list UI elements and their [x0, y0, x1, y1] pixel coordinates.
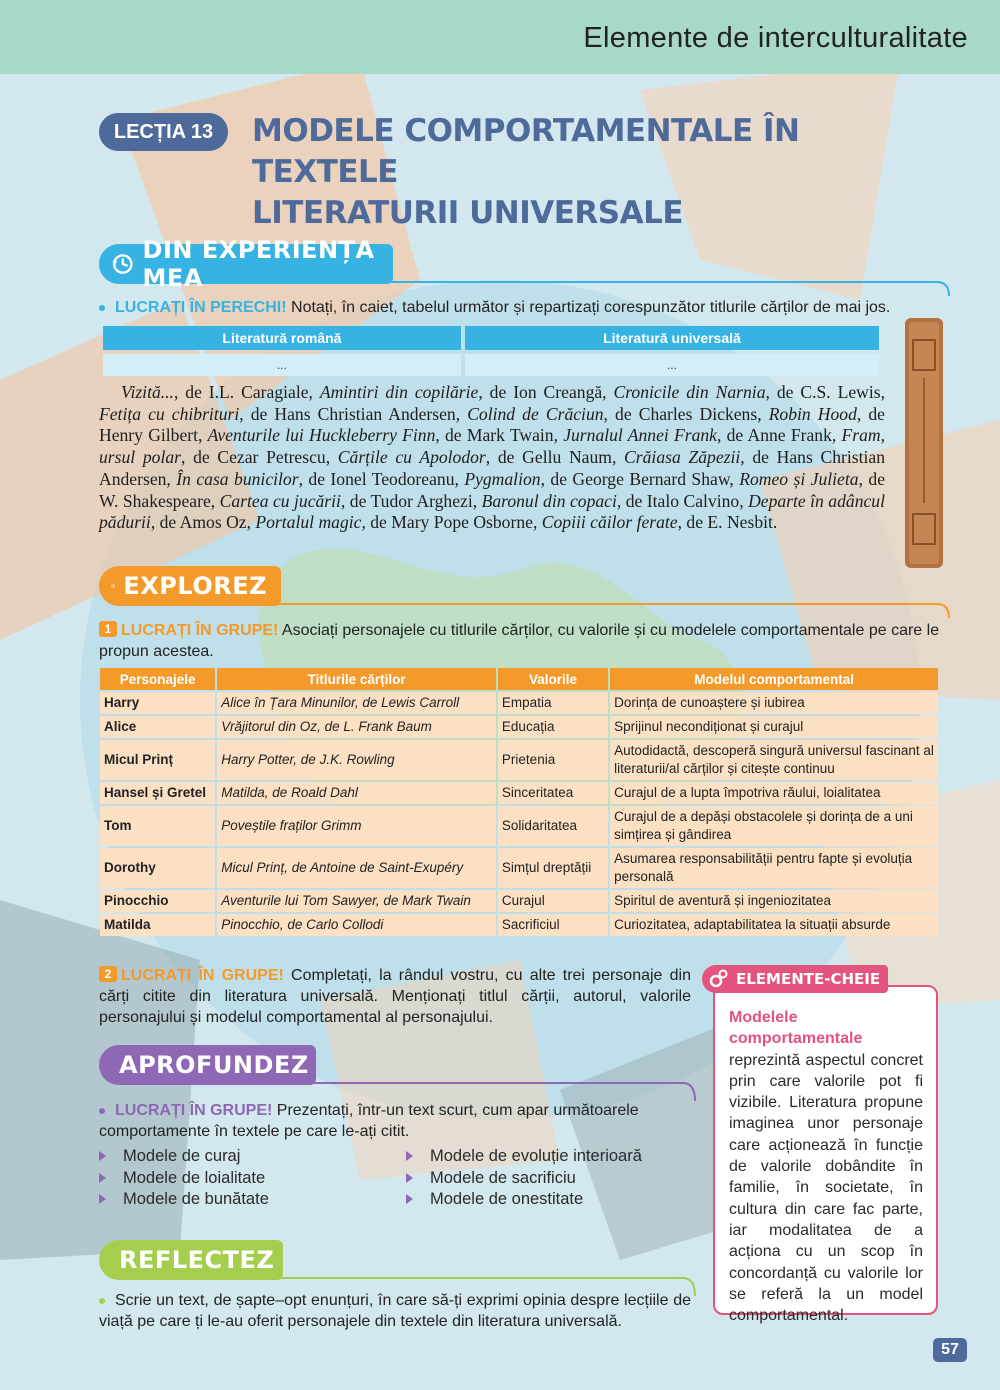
model-cell: Curajul de a lupta împotriva răului, loialitatea — [610, 782, 938, 804]
book-author: , de W. Shakespeare, — [99, 468, 886, 511]
gears-icon — [708, 968, 730, 990]
triangle-bullet-icon — [99, 1173, 106, 1183]
value-cell: Prietenia — [498, 740, 608, 780]
book-title: Fetița cu chibrituri — [99, 403, 240, 424]
instruction-pairs — [99, 297, 949, 318]
book-title: Baronul din copaci — [481, 490, 617, 511]
book-title: Micul Prinț — [221, 860, 285, 875]
book-title: Fram, ursul polar — [99, 425, 885, 468]
lesson-title-line1: MODELE COMPORTAMENTALE ÎN TEXTELE — [252, 113, 800, 190]
table-row — [100, 806, 938, 846]
character-cell: Tom — [100, 806, 215, 846]
lesson-title-line2: LITERATURII UNIVERSALE — [252, 195, 684, 231]
book-author: , de Lewis Carroll — [354, 695, 460, 710]
din-experienta-heading: DIN EXPERIENȚA MEA — [142, 236, 375, 292]
book-author: , de Henry Gilbert, — [99, 403, 885, 446]
task1-number: 1 — [99, 621, 117, 637]
reflectez-heading: REFLECTEZ — [119, 1246, 275, 1274]
list-item-text: Modele de bunătate — [123, 1190, 269, 1208]
book-author: , de Mark Twain — [375, 893, 471, 908]
book-title: Romeo și Julieta — [739, 468, 859, 489]
table-header-titles: Titlurile cărților — [217, 668, 496, 690]
characters-table — [98, 666, 940, 938]
model-cell: Asumarea responsabilității pentru fapte și evoluția personală — [610, 848, 938, 888]
model-cell: Curajul de a depăși obstacolele și dorința de a uni simțirea și gândirea — [610, 806, 938, 846]
triangle-bullet-icon — [406, 1151, 413, 1161]
book-title: Crăiasa Zăpezii — [624, 447, 741, 468]
table-header-romanian: Literatură română — [103, 326, 461, 350]
character-cell: Dorothy — [100, 848, 215, 888]
book-author: , de Cezar Petrescu, — [181, 447, 338, 468]
compass-icon — [111, 571, 115, 601]
list-item — [406, 1189, 696, 1211]
book-spine-image — [903, 318, 945, 568]
book-cell — [217, 740, 496, 780]
book-title: Copiii căilor ferate — [541, 512, 678, 533]
value-cell: Sacrificiul — [498, 914, 608, 936]
value-cell: Solidaritatea — [498, 806, 608, 846]
book-cell — [217, 890, 496, 912]
book-title: Departe în adâncul pădurii — [99, 490, 885, 533]
book-author: , de Italo Calvino, — [616, 490, 749, 511]
task2-instruction — [99, 965, 691, 1028]
book-author: , de Tudor Arghezi, — [340, 490, 482, 511]
table-row — [100, 782, 938, 804]
table-header-characters: Personajele — [100, 668, 215, 690]
explorez-pill — [99, 566, 281, 606]
task1-text: Asociați personajele cu titlurile cărților, cu valorile și cu modelele comportamentale pe care le propun acestea. — [99, 622, 940, 660]
instruction-pairs-text: Notați, în caiet, tabelul următor și repartizați corespunzător titlurile cărților de mai jos. — [286, 299, 891, 316]
table-row — [100, 740, 938, 780]
character-cell: Harry — [100, 692, 215, 714]
model-cell: Spiritul de aventură și ingeniozitatea — [610, 890, 938, 912]
triangle-bullet-icon — [406, 1194, 413, 1204]
character-cell: Matilda — [100, 914, 215, 936]
book-title: Aventurile lui Huckleberry Finn — [207, 425, 436, 446]
list-item-text: Modele de curaj — [123, 1147, 241, 1165]
book-cell — [217, 716, 496, 738]
table-row — [100, 716, 938, 738]
book-cell — [217, 806, 496, 846]
list-item — [99, 1168, 389, 1190]
instruction-pairs-lead: LUCRAȚI ÎN PERECHI! — [115, 299, 287, 316]
book-author: , de Ionel Teodoreanu, — [298, 468, 465, 489]
list-item-text: Modele de loialitate — [123, 1168, 266, 1187]
task1-lead: LUCRAȚI ÎN GRUPE! — [121, 622, 279, 639]
list-item — [99, 1146, 389, 1168]
task2-lead: LUCRAȚI ÎN GRUPE! — [121, 967, 284, 984]
list-item — [406, 1146, 696, 1168]
key-definition: reprezintă aspectul concret prin care valorile pot fi vizibile. Literatura propune imaginea unor personaje care acționează în funcție de valorile dobândite în familie, în societate, în cultura din care fac parte, iar modalitatea de a acționa cu un scop în concordanță cu valorile lor se referă la un model comportamental. — [729, 1051, 923, 1325]
book-author: , de Ion Creangă, — [478, 382, 614, 402]
task2-number: 2 — [99, 966, 117, 982]
book-title: Amintiri din copilărie — [319, 382, 479, 402]
elemente-cheie-heading: ELEMENTE-CHEIE — [736, 970, 881, 988]
book-title: Vizită... — [121, 382, 174, 402]
model-cell: Sprijinul necondiționat și curajul — [610, 716, 938, 738]
book-title: Cronicile din Narnia — [613, 382, 766, 402]
book-title: Cartea cu jucării — [219, 490, 341, 511]
book-cell — [217, 848, 496, 888]
task2-text: Completați, la rândul vostru, cu alte trei personaje din cărți citite din literatura universală. Menționați titlul cărții, autorul, valorile personajului și modelul comportamental al personajului. — [99, 967, 691, 1026]
book-author: , de Charles Dickens, — [603, 403, 769, 424]
aprofundez-instruction — [99, 1100, 691, 1142]
book-author: , de George Bernard Shaw, — [540, 468, 740, 489]
aprofundez-lead: LUCRAȚI ÎN GRUPE! — [115, 1102, 273, 1119]
table-row — [100, 914, 938, 936]
list-item — [99, 1189, 389, 1211]
table-row — [100, 890, 938, 912]
book-title: Robin Hood — [768, 403, 857, 424]
reflectez-instruction — [99, 1290, 691, 1332]
model-cell: Autodidactă, descoperă singură universul fascinant al literaturii/al cărților și citește continuu — [610, 740, 938, 780]
book-author: , de Amos Oz, — [150, 512, 256, 533]
explorez-heading: EXPLOREZ — [123, 572, 267, 600]
book-author: , de Roald Dahl — [264, 785, 358, 800]
value-cell: Educația — [498, 716, 608, 738]
value-cell: Simțul dreptății — [498, 848, 608, 888]
bullet-dot — [99, 305, 105, 311]
book-author: , de Gellu Naum, — [485, 447, 625, 468]
book-title: Cărțile cu Apolodor — [337, 447, 486, 468]
book-title: Harry Potter — [221, 752, 294, 767]
table-header-model: Modelul comportamental — [610, 668, 938, 690]
bullet-dot — [99, 1108, 105, 1114]
book-cell — [217, 782, 496, 804]
aprofundez-pill — [99, 1045, 316, 1085]
table-cell: ... — [103, 354, 461, 376]
book-cell — [217, 692, 496, 714]
section-title: Elemente de interculturalitate — [583, 22, 968, 54]
table-header-values: Valorile — [498, 668, 608, 690]
book-author: , de E. Nesbit. — [677, 512, 778, 533]
book-title: În casa bunicilor — [176, 468, 299, 489]
book-author: , de I.L. Caragiale, — [173, 382, 320, 402]
value-cell: Sinceritatea — [498, 782, 608, 804]
table-row — [100, 692, 938, 714]
book-title: Poveștile fraților Grimm — [221, 818, 362, 833]
value-cell: Empatia — [498, 692, 608, 714]
book-title: Jurnalul Annei Frank — [563, 425, 717, 446]
table-cell: ... — [465, 354, 879, 376]
list-item — [406, 1168, 696, 1190]
book-cell — [217, 914, 496, 936]
triangle-bullet-icon — [406, 1173, 413, 1183]
book-author: , de Mary Pope Osborne, — [361, 512, 542, 533]
list-item-text: Modele de sacrificiu — [430, 1168, 576, 1187]
task1-instruction — [99, 620, 945, 662]
book-title: Portalul magic — [255, 512, 362, 533]
table-row — [100, 848, 938, 888]
character-cell: Alice — [100, 716, 215, 738]
aprofundez-heading: APROFUNDEZ — [119, 1051, 309, 1079]
book-title: Alice în Țara Minunilor — [221, 695, 355, 710]
book-title: Pygmalion — [464, 468, 541, 489]
key-term: Modelele comportamentale — [729, 1009, 863, 1048]
behaviour-list-right — [406, 1146, 696, 1211]
elemente-cheie-header — [702, 965, 888, 993]
page-number: 57 — [933, 1338, 967, 1362]
book-author: , de C.S. Lewis, — [765, 382, 885, 402]
literature-table — [99, 322, 883, 380]
triangle-bullet-icon — [99, 1194, 106, 1204]
list-item-text: Modele de evoluție interioară — [430, 1147, 642, 1165]
top-header-bar — [0, 0, 1000, 74]
book-author: , de J.K. Rowling — [293, 752, 395, 767]
book-title: Pinocchio — [221, 917, 280, 932]
bullet-dot — [99, 1298, 105, 1304]
book-author: , de Anne Frank, — [717, 425, 842, 446]
model-cell: Dorința de cunoaștere și iubirea — [610, 692, 938, 714]
triangle-bullet-icon — [99, 1151, 106, 1161]
aprofundez-text: Prezentați, într-un text scurt, cum apar următoarele comportamente în textele pe care le-ați citit. — [99, 1102, 639, 1140]
book-title: Colind de Crăciun — [467, 403, 604, 424]
book-author: , de Hans Christian Andersen, — [99, 447, 886, 489]
character-cell: Hansel și Gretel — [100, 782, 215, 804]
model-cell: Curiozitatea, adaptabilitatea la situații absurde — [610, 914, 938, 936]
character-cell: Pinocchio — [100, 890, 215, 912]
din-experienta-pill — [99, 236, 393, 292]
book-author: , de Mark Twain, — [435, 425, 564, 446]
reflectez-pill — [99, 1240, 283, 1280]
table-header-universal: Literatură universală — [465, 326, 879, 350]
behaviour-list-left — [99, 1146, 389, 1211]
book-author: , de L. Frank Baum — [317, 719, 432, 734]
book-author: , de Antoine de Saint-Exupéry — [284, 860, 464, 875]
lesson-badge: LECȚIA 13 — [99, 113, 228, 151]
reflectez-text: Scrie un text, de șapte–opt enunțuri, în care să-ți exprimi opinia despre lecțiile de viață pe care ți le-au oferit personajele din textele din literatura universală. — [99, 1292, 691, 1330]
book-title: Aventurile lui Tom Sawyer — [221, 893, 376, 908]
book-author: , de Hans Christian Andersen, — [239, 403, 468, 424]
elemente-cheie-box — [713, 985, 938, 1325]
history-clock-icon — [111, 249, 135, 279]
character-cell: Micul Prinț — [100, 740, 215, 780]
list-item-text: Modele de onestitate — [430, 1190, 584, 1208]
book-author: , de Carlo Collodi — [279, 917, 384, 932]
book-title: Matilda — [221, 785, 265, 800]
books-paragraph — [99, 382, 885, 534]
characters-table-body — [100, 692, 938, 936]
value-cell: Curajul — [498, 890, 608, 912]
book-title: Vrăjitorul din Oz — [221, 719, 318, 734]
lesson-title — [252, 111, 892, 234]
